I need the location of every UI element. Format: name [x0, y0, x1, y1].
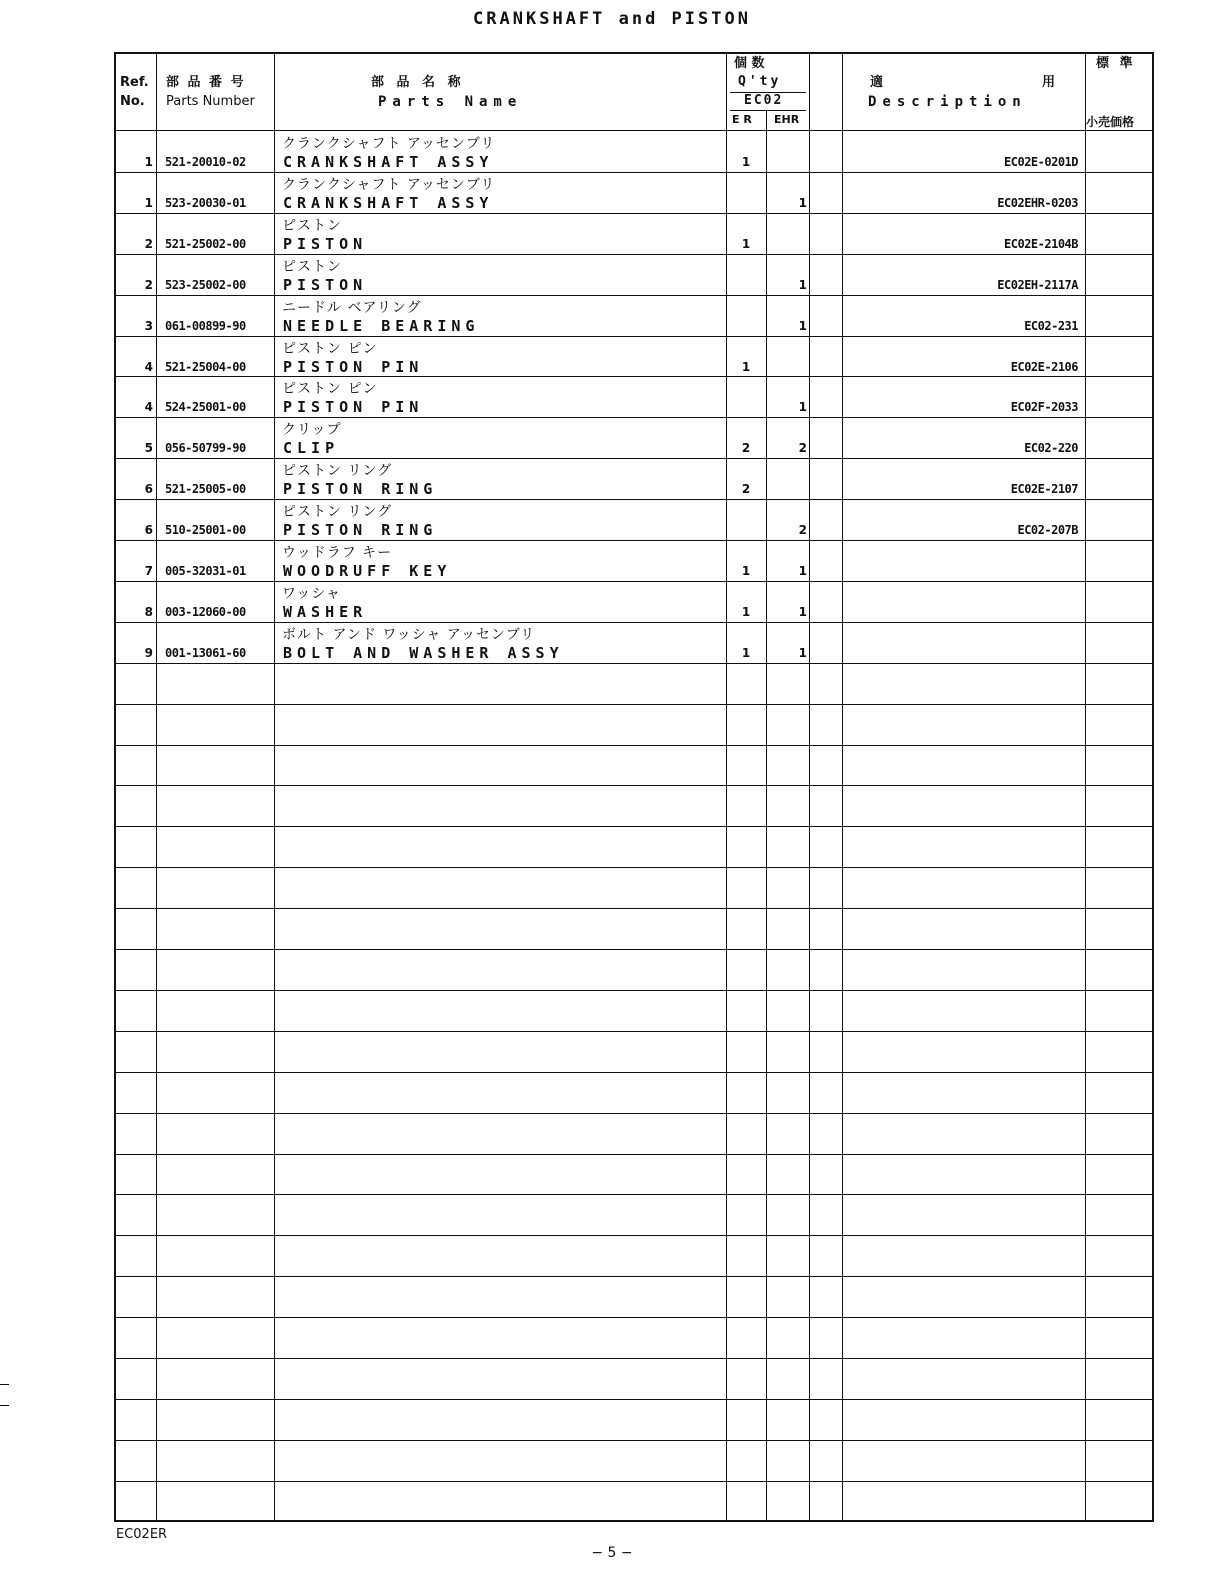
table-row — [116, 337, 1152, 378]
cell-ehr: 1 — [798, 277, 807, 292]
header-pn-en: Parts Number — [166, 94, 255, 109]
cell-pn: 521-25005-00 — [165, 482, 246, 497]
cell-jp: ピストン リング — [282, 463, 393, 480]
header-pn-jp: 部 品 番 号 — [166, 75, 246, 90]
cell-en: CLIP — [283, 439, 340, 458]
cell-ehr: 1 — [798, 318, 807, 333]
table-row — [116, 173, 1152, 214]
header-desc-jp-right: 用 — [1042, 75, 1056, 90]
cell-ref: 4 — [144, 400, 153, 415]
parts-table — [114, 52, 1154, 1522]
cell-ref: 3 — [144, 318, 153, 333]
header-ehr: EHR — [774, 113, 800, 126]
header-name-jp: 部 品 名 称 — [371, 75, 465, 90]
table-row — [116, 418, 1152, 459]
cell-ref: 4 — [144, 359, 153, 374]
cell-ref: 2 — [144, 277, 153, 292]
cell-er: 1 — [741, 645, 751, 660]
cell-en: CRANKSHAFT ASSY — [283, 153, 494, 171]
cell-desc: EC02E-0201D — [1004, 155, 1078, 169]
table-row — [116, 623, 1152, 664]
cell-ref: 7 — [144, 564, 153, 578]
table-row — [116, 500, 1152, 541]
cell-en: PISTON PIN — [283, 357, 424, 376]
cell-er: 1 — [741, 564, 751, 578]
cell-en: WASHER — [283, 602, 368, 621]
header-name-en: Parts Name — [378, 94, 523, 110]
cell-jp: ニードル ベアリング — [282, 299, 422, 316]
header-model: EC02 — [744, 93, 784, 108]
cell-jp: クリップ — [282, 422, 342, 439]
cell-er: 1 — [741, 236, 751, 251]
table-row — [116, 459, 1152, 500]
table-row — [116, 214, 1152, 255]
cell-ehr: 1 — [798, 645, 807, 660]
table-row — [116, 582, 1152, 623]
cell-en: PISTON RING — [283, 521, 438, 540]
cell-desc: EC02-220 — [1024, 441, 1078, 456]
cell-er: 1 — [741, 359, 751, 374]
cell-en: PISTON — [283, 234, 368, 253]
cell-ehr: 1 — [798, 195, 807, 210]
cell-en: PISTON RING — [283, 480, 438, 499]
cell-ref: 1 — [144, 195, 153, 210]
cell-pn: 005-32031-01 — [165, 564, 246, 578]
cell-er: 1 — [741, 604, 751, 619]
cell-ehr: 2 — [798, 441, 807, 456]
cell-desc: EC02E-2104B — [1004, 236, 1078, 251]
cell-jp: ウッドラフ キー — [282, 545, 393, 561]
cell-jp: ピストン — [282, 217, 342, 234]
cell-desc: EC02E-2106 — [1010, 359, 1078, 374]
cell-ref: 6 — [144, 482, 153, 497]
page-title: CRANKSHAFT and PISTON — [473, 9, 751, 29]
cell-jp: ピストン ピン — [282, 340, 378, 357]
header-bottom-line — [116, 130, 1154, 131]
cell-desc: EC02EHR-0203 — [997, 195, 1078, 210]
table-row — [116, 255, 1152, 296]
header-ref-label: Ref. — [120, 75, 149, 90]
cell-en: BOLT AND WASHER ASSY — [283, 643, 564, 662]
cell-jp: ピストン ピン — [282, 381, 378, 398]
header-ref-no-label: No. — [120, 94, 145, 109]
header-qty-en: Q'ty — [738, 74, 782, 89]
cell-pn: 521-25004-00 — [165, 359, 246, 374]
cell-desc: EC02E-2107 — [1010, 482, 1078, 497]
cell-ehr: 2 — [798, 523, 807, 538]
cell-pn: 523-25002-00 — [165, 277, 246, 292]
cell-ref: 9 — [144, 645, 153, 660]
cell-er: 1 — [741, 155, 751, 169]
table-row — [116, 296, 1152, 337]
header-price-top: 標 準 — [1096, 56, 1136, 71]
cell-jp: クランクシャフト アッセンブリ — [282, 136, 496, 152]
cell-jp: ボルト アンド ワッシャ アッセンブリ — [282, 626, 536, 643]
cell-ref: 2 — [144, 236, 153, 251]
cell-ref: 1 — [144, 155, 153, 169]
margin-mark — [0, 1384, 9, 1385]
header-desc-en: Description — [868, 94, 1027, 110]
cell-jp: ピストン リング — [282, 504, 393, 521]
header-qty-jp: 個 数 — [734, 56, 765, 71]
cell-jp: クランクシャフト アッセンブリ — [282, 176, 496, 193]
cell-pn: 061-00899-90 — [165, 318, 246, 333]
cell-desc: EC02-207B — [1017, 523, 1078, 538]
cell-pn: 003-12060-00 — [165, 604, 246, 619]
cell-pn: 521-25002-00 — [165, 236, 246, 251]
cell-pn: 001-13061-60 — [165, 645, 246, 660]
cell-desc: EC02-231 — [1024, 318, 1078, 333]
cell-en: NEEDLE BEARING — [283, 316, 480, 335]
cell-desc: EC02F-2033 — [1010, 400, 1078, 415]
cell-en: WOODRUFF KEY — [283, 562, 452, 580]
page-number: − 5 − — [591, 1545, 633, 1561]
cell-ref: 8 — [144, 604, 153, 619]
cell-ehr: 1 — [798, 564, 807, 578]
table-row — [116, 541, 1152, 582]
cell-ehr: 1 — [798, 400, 807, 415]
cell-pn: 521-20010-02 — [165, 155, 246, 169]
cell-jp: ワッシャ — [282, 585, 342, 602]
table-row — [116, 377, 1152, 418]
cell-en: PISTON — [283, 275, 368, 294]
cell-en: CRANKSHAFT ASSY — [283, 193, 494, 212]
footer-code: EC02ER — [116, 1527, 168, 1542]
table-row — [116, 132, 1152, 173]
cell-en: PISTON PIN — [283, 398, 424, 417]
cell-ref: 6 — [144, 523, 153, 538]
header-price-bottom: 小売価格 — [1086, 115, 1135, 129]
header-desc-jp-left: 適 — [870, 75, 884, 90]
margin-mark — [0, 1405, 9, 1406]
cell-er: 2 — [741, 441, 751, 456]
cell-jp: ピストン — [282, 258, 342, 275]
cell-ehr: 1 — [798, 604, 807, 619]
cell-pn: 056-50799-90 — [165, 441, 246, 456]
cell-er: 2 — [741, 482, 751, 497]
header-er: E R — [732, 113, 752, 126]
cell-pn: 524-25001-00 — [165, 400, 246, 415]
cell-desc: EC02EH-2117A — [997, 277, 1078, 292]
cell-pn: 510-25001-00 — [165, 523, 246, 538]
cell-ref: 5 — [144, 441, 153, 456]
cell-pn: 523-20030-01 — [165, 195, 246, 210]
